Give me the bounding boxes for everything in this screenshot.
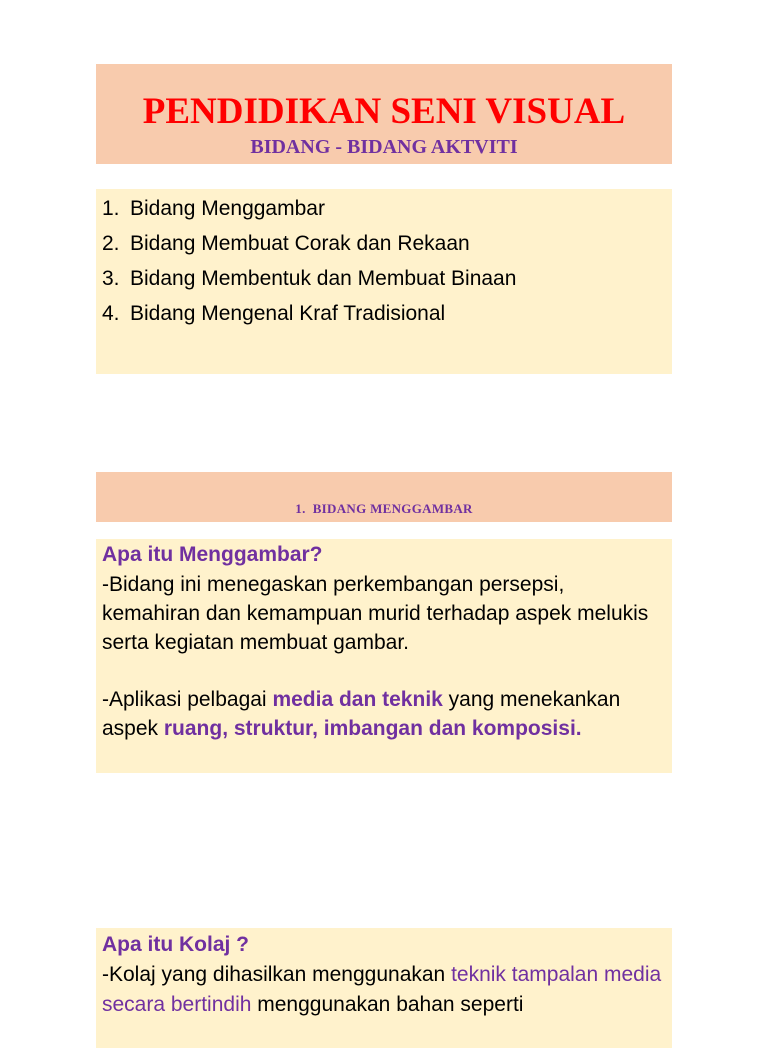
- list-number: 2.: [102, 232, 120, 255]
- list-number: 4.: [102, 302, 120, 325]
- section-banner: [96, 472, 672, 522]
- highlight-text: media dan teknik: [272, 688, 443, 711]
- bidang-list: [102, 191, 516, 331]
- list-item: [102, 226, 516, 261]
- paragraph: [102, 685, 668, 743]
- header-banner: [96, 64, 672, 164]
- highlight-text: teknik tampalan media secara bertindih: [102, 963, 662, 1016]
- paragraph: -Bidang ini menegaskan perkembangan persepsi, kemahiran dan kemampuan murid terhadap aspek melukis serta kegiatan membuat gambar.: [102, 573, 649, 654]
- menggambar-content-box: [96, 539, 672, 773]
- list-item-label: Bidang Menggambar: [130, 197, 325, 220]
- paragraph-text: menggunakan bahan seperti: [251, 993, 524, 1016]
- paragraph-text: -Aplikasi pelbagai: [102, 688, 273, 711]
- list-item-label: Bidang Membuat Corak dan Rekaan: [130, 232, 470, 255]
- list-number: 1.: [102, 197, 120, 220]
- list-item: [102, 261, 516, 296]
- question-heading: Apa itu Kolaj ?: [102, 933, 249, 956]
- list-item: [102, 191, 516, 226]
- question-heading: Apa itu Menggambar?: [102, 543, 323, 566]
- paragraph: [102, 960, 668, 1020]
- menggambar-content: [102, 539, 668, 743]
- paragraph-text: yang menekankan aspek: [102, 688, 621, 740]
- list-item: [102, 296, 516, 331]
- page-title: PENDIDIKAN SENI VISUAL: [142, 91, 626, 132]
- bidang-list-box: [96, 189, 672, 374]
- highlight-text: ruang, struktur, imbangan dan komposisi.: [163, 717, 582, 740]
- list-number: 3.: [102, 267, 120, 290]
- list-item-label: Bidang Mengenal Kraf Tradisional: [130, 302, 446, 325]
- kolaj-content-box: [96, 928, 672, 1048]
- kolaj-content: [102, 929, 668, 1020]
- section-title: 1. BIDANG MENGGAMBAR: [295, 501, 473, 516]
- paragraph-text: -Kolaj yang dihasilkan menggunakan: [102, 963, 452, 986]
- list-item-label: Bidang Membentuk dan Membuat Binaan: [130, 267, 517, 290]
- page-subtitle: BIDANG - BIDANG AKTVITI: [250, 136, 518, 158]
